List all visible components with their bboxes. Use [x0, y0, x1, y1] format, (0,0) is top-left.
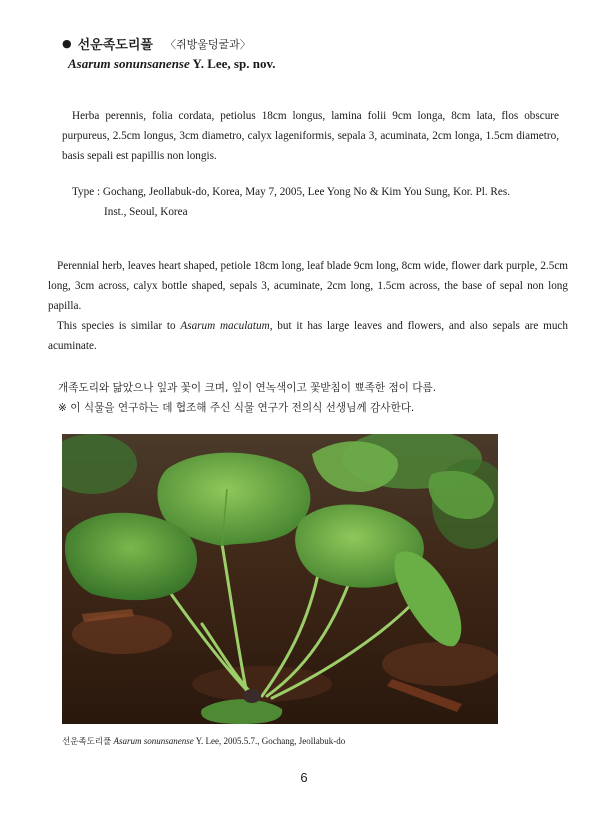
plant-photograph — [62, 434, 498, 724]
type-label: Type : — [72, 186, 101, 198]
latin-description-text: Herba perennis, folia cordata, petiolus 18cm longus, lamina folii 9cm longa, 8cm lata, flos obscure purpureus, 2.5cm longus, 3cm diametro, calyx lageniformis, sepala 3, acuminata, 2cm longa, 1.5cm diametro, basis sepali est papillis non longis. — [62, 110, 559, 162]
caption-korean-name: 선운족도리풀 — [62, 737, 112, 747]
compared-species: Asarum maculatum — [180, 320, 270, 332]
latin-description — [62, 106, 559, 166]
scientific-name: Asarum sonunsanense — [68, 56, 190, 71]
korean-note-2: ※ 이 식물을 연구하는 데 협조해 주신 식물 연구가 전의식 선생님께 감사한다. — [58, 402, 415, 414]
photo-caption — [62, 735, 345, 747]
korean-note-1: 개족도리와 닮았으나 잎과 꽃이 크며, 잎이 연녹색이고 꽃받침이 뾰족한 점이 다름. — [58, 382, 437, 394]
type-line-2: Inst., Seoul, Korea — [104, 206, 188, 218]
caption-scientific-name: Asarum sonunsanense — [113, 736, 194, 746]
comparison-prefix: This species is similar to — [57, 320, 181, 332]
page-title — [62, 34, 251, 53]
author-citation: Y. Lee, sp. nov. — [192, 56, 276, 71]
type-line-1: Gochang, Jeollabuk-do, Korea, May 7, 2005, Lee Yong No & Kim You Sung, Kor. Pl. Res. — [102, 186, 511, 198]
comparison-suffix: , but it has large leaves and flowers, and also sepals are much acuminate. — [48, 320, 568, 352]
korean-plant-name: 선운족도리풀 — [77, 38, 153, 53]
scientific-name-line — [68, 56, 276, 72]
korean-notes — [58, 378, 558, 418]
english-paragraph-1 — [48, 256, 568, 316]
english-paragraph-1-text: Perennial herb, leaves heart shaped, petiole 18cm long, leaf blade 9cm long, 8cm wide, flower dark purple, 2.5cm long, 3cm across, calyx bottle shaped, sepals 3, acuminate, 2cm long, 1.5cm across, the base of sepal non long papilla. — [48, 260, 568, 312]
caption-details: Y. Lee, 2005.5.7., Gochang, Jeollabuk-do — [193, 736, 346, 746]
plant-family: 〈쥐방울덩굴과〉 — [164, 37, 251, 51]
page-number: 6 — [300, 770, 308, 785]
english-description — [48, 256, 568, 356]
type-specimen — [72, 182, 560, 222]
plant-photo-illustration — [62, 434, 498, 724]
bullet-icon: ● — [62, 37, 72, 50]
english-paragraph-2 — [48, 316, 568, 356]
